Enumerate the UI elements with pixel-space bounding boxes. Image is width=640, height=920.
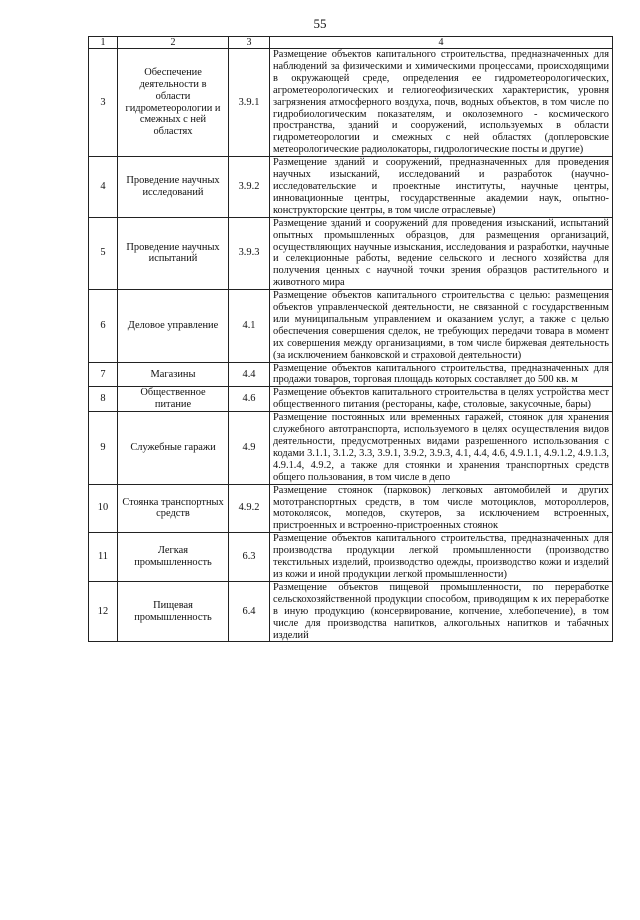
use-type-name: Пищевая промышленность: [118, 581, 229, 642]
use-type-name: Служебные гаражи: [118, 412, 229, 484]
use-type-name: Проведение научных испытаний: [118, 217, 229, 289]
use-type-code: 4.9.2: [229, 484, 270, 533]
use-type-name: Общественное питание: [118, 387, 229, 412]
header-col-3: 3: [229, 37, 270, 49]
use-type-description: Размещение зданий и сооружений для проведения изысканий, испытаний опытных промышленных образцов, для размещения организаций, осуществляющих научные изыскания, исследования и разработки, научные и селекционные работы, ведение сельского и лесного хозяйства для получения ценных с научной точки зрения образцов растительного и животного мира: [270, 217, 613, 289]
table-row: [89, 362, 613, 387]
use-type-description: Размещение объектов капитального строительства, предназначенных для наблюдений за физическими и химическими процессами, происходящими в окружающей среде, определения ее гидрометеорологических, агрометеорологических и гелиогеофизических характеристик, уровня загрязнения атмосферного воздуха, почв, водных объектов, в том числе по гидробиологическим показателям, и околоземного - космического пространства, зданий и сооружений, используемых в области гидрометеорологии и смежных с ней областях (доплеровские метеорологические радиолокаторы, гидрологические посты и другие): [270, 49, 613, 157]
header-col-1: 1: [89, 37, 118, 49]
use-type-description: Размещение объектов капитального строительства с целью: размещения объектов управленческой деятельности, не связанной с государственным или муниципальным управлением и оказанием услуг, а также с целью обеспечения совершения сделок, не требующих передачи товара в момент их совершения между организациями, в том числе биржевая деятельность (за исключением банковской и страховой деятельности): [270, 290, 613, 362]
use-type-name: Проведение научных исследований: [118, 157, 229, 218]
use-type-description: Размещение зданий и сооружений, предназначенных для проведения научных изысканий, исследований и разработок (научно-исследовательские и проектные институты, научные центры, инновационные центры, государственные академии наук, опытно-конструкторские центры, в том числе отраслевые): [270, 157, 613, 218]
use-type-name: Деловое управление: [118, 290, 229, 362]
table-row: [89, 533, 613, 582]
row-number: 6: [89, 290, 118, 362]
table-header-row: [89, 37, 613, 49]
use-type-description: Размещение стоянок (парковок) легковых автомобилей и других мототранспортных средств, в том числе мотоциклов, мотороллеров, мотоколясок, мопедов, скутеров, за исключением встроенных, пристроенных и встроенно-пристроенных стоянок: [270, 484, 613, 533]
use-type-code: 4.4: [229, 362, 270, 387]
row-number: 8: [89, 387, 118, 412]
header-col-2: 2: [118, 37, 229, 49]
use-type-code: 4.9: [229, 412, 270, 484]
table-row: [89, 49, 613, 157]
row-number: 5: [89, 217, 118, 289]
row-number: 3: [89, 49, 118, 157]
header-col-4: 4: [270, 37, 613, 49]
table-row: [89, 157, 613, 218]
row-number: 4: [89, 157, 118, 218]
use-type-code: 6.3: [229, 533, 270, 582]
use-type-description: Размещение объектов капитального строительства, предназначенных для производства продукции легкой промышленности (производство текстильных изделий, производство одежды, производство кожи и изделий из кожи и иной продукции легкой промышленности): [270, 533, 613, 582]
use-type-description: Размещение объектов капитального строительства в целях устройства мест общественного питания (рестораны, кафе, столовые, закусочные, бары): [270, 387, 613, 412]
use-type-name: Легкая промышленность: [118, 533, 229, 582]
use-type-name: Стоянка транспортных средств: [118, 484, 229, 533]
table-row: [89, 581, 613, 642]
use-type-code: 3.9.3: [229, 217, 270, 289]
row-number: 10: [89, 484, 118, 533]
row-number: 9: [89, 412, 118, 484]
use-type-code: 4.1: [229, 290, 270, 362]
use-type-name: Обеспечение деятельности в области гидрометеорологии и смежных с ней областях: [118, 49, 229, 157]
row-number: 7: [89, 362, 118, 387]
use-type-description: Размещение постоянных или временных гаражей, стоянок для хранения служебного автотранспорта, используемого в целях осуществления видов деятельности, предусмотренных видами разрешенного использования с кодами 3.1.1, 3.1.2, 3.3, 3.9.1, 3.9.2, 3.9.3, 4.1, 4.4, 4.6, 4.9.1.1, 4.9.1.2, 4.9.1.3, 4.9.1.4, 4.9.2, а также для стоянки и хранения транспортных средств общего пользования, в том числе в депо: [270, 412, 613, 484]
table-row: [89, 217, 613, 289]
use-type-name: Магазины: [118, 362, 229, 387]
table-row: [89, 412, 613, 484]
use-type-code: 6.4: [229, 581, 270, 642]
use-type-code: 3.9.1: [229, 49, 270, 157]
row-number: 11: [89, 533, 118, 582]
use-type-code: 3.9.2: [229, 157, 270, 218]
table-row: [89, 387, 613, 412]
land-use-table: [88, 36, 613, 642]
page-number: 55: [313, 16, 327, 31]
use-type-code: 4.6: [229, 387, 270, 412]
row-number: 12: [89, 581, 118, 642]
use-type-description: Размещение объектов пищевой промышленности, по переработке сельскохозяйственной продукции способом, приводящим к их переработке в иную продукцию (консервирование, копчение, хлебопечение), в том числе для производства напитков, алкогольных напитков и табачных изделий: [270, 581, 613, 642]
table-row: [89, 484, 613, 533]
use-type-description: Размещение объектов капитального строительства, предназначенных для продажи товаров, торговая площадь которых составляет до 500 кв. м: [270, 362, 613, 387]
table-row: [89, 290, 613, 362]
